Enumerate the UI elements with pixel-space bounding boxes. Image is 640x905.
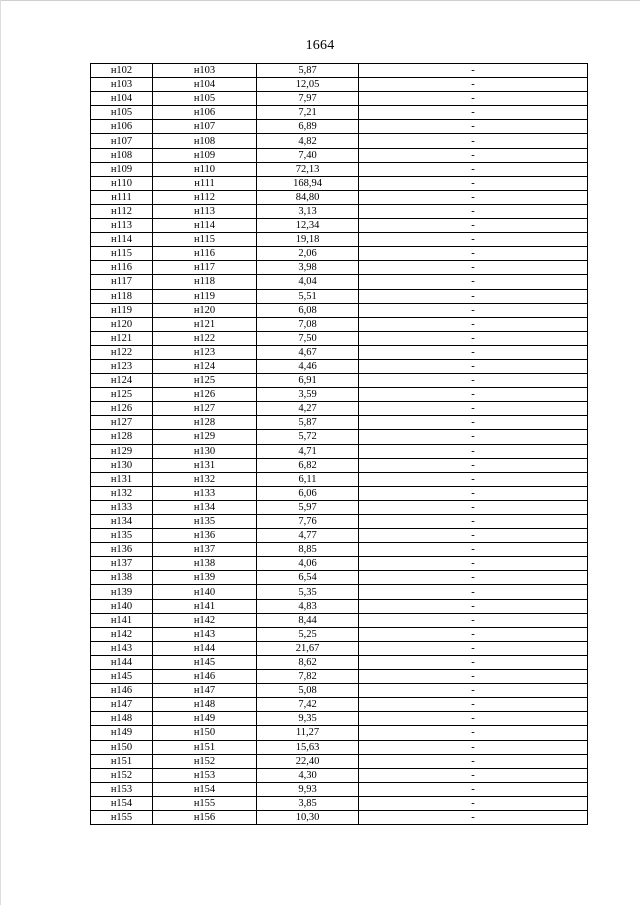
distance-cell: 6,54 [257,571,359,585]
distance-cell: 15,63 [257,740,359,754]
table-row [91,359,588,373]
table-row [91,754,588,768]
table-row [91,430,588,444]
note-cell: - [359,345,588,359]
note-cell: - [359,92,588,106]
distance-cell: 22,40 [257,754,359,768]
table-row [91,64,588,78]
table-row [91,162,588,176]
from-point-cell: н145 [91,670,153,684]
note-cell: - [359,388,588,402]
note-cell: - [359,430,588,444]
table-row [91,261,588,275]
to-point-cell: н126 [153,388,257,402]
table-row [91,500,588,514]
from-point-cell: н154 [91,796,153,810]
distance-cell: 7,82 [257,670,359,684]
from-point-cell: н128 [91,430,153,444]
table-row [91,317,588,331]
from-point-cell: н136 [91,543,153,557]
table-row [91,740,588,754]
to-point-cell: н144 [153,641,257,655]
distance-cell: 9,93 [257,782,359,796]
to-point-cell: н113 [153,204,257,218]
to-point-cell: н114 [153,219,257,233]
distance-cell: 4,71 [257,444,359,458]
distance-cell: 5,25 [257,627,359,641]
table-row [91,726,588,740]
note-cell: - [359,289,588,303]
distance-cell: 7,50 [257,331,359,345]
to-point-cell: н127 [153,402,257,416]
to-point-cell: н154 [153,782,257,796]
from-point-cell: н153 [91,782,153,796]
from-point-cell: н105 [91,106,153,120]
to-point-cell: н155 [153,796,257,810]
from-point-cell: н118 [91,289,153,303]
distance-cell: 72,13 [257,162,359,176]
table-row [91,106,588,120]
table-row [91,486,588,500]
table-row [91,247,588,261]
to-point-cell: н119 [153,289,257,303]
note-cell: - [359,726,588,740]
distance-cell: 6,82 [257,458,359,472]
from-point-cell: н108 [91,148,153,162]
to-point-cell: н138 [153,557,257,571]
to-point-cell: н109 [153,148,257,162]
distance-cell: 3,13 [257,204,359,218]
table-row [91,148,588,162]
table-row [91,374,588,388]
distance-cell: 5,51 [257,289,359,303]
distance-cell: 8,44 [257,613,359,627]
note-cell: - [359,557,588,571]
table-row [91,810,588,824]
from-point-cell: н126 [91,402,153,416]
to-point-cell: н150 [153,726,257,740]
distance-cell: 12,05 [257,78,359,92]
distance-cell: 6,06 [257,486,359,500]
table-row [91,78,588,92]
to-point-cell: н118 [153,275,257,289]
from-point-cell: н139 [91,585,153,599]
distance-cell: 3,98 [257,261,359,275]
from-point-cell: н150 [91,740,153,754]
note-cell: - [359,120,588,134]
table-row [91,627,588,641]
from-point-cell: н149 [91,726,153,740]
note-cell: - [359,655,588,669]
from-point-cell: н135 [91,529,153,543]
to-point-cell: н124 [153,359,257,373]
distance-cell: 5,87 [257,64,359,78]
from-point-cell: н110 [91,176,153,190]
from-point-cell: н113 [91,219,153,233]
to-point-cell: н133 [153,486,257,500]
from-point-cell: н146 [91,684,153,698]
to-point-cell: н149 [153,712,257,726]
from-point-cell: н144 [91,655,153,669]
table-row [91,289,588,303]
table-row [91,613,588,627]
table-row [91,472,588,486]
table-row [91,303,588,317]
page-edge-left [0,0,1,905]
distance-cell: 4,27 [257,402,359,416]
from-point-cell: н141 [91,613,153,627]
table-row [91,120,588,134]
note-cell: - [359,627,588,641]
note-cell: - [359,740,588,754]
note-cell: - [359,543,588,557]
to-point-cell: н151 [153,740,257,754]
note-cell: - [359,444,588,458]
table-row [91,345,588,359]
to-point-cell: н146 [153,670,257,684]
distance-cell: 6,89 [257,120,359,134]
distance-cell: 12,34 [257,219,359,233]
from-point-cell: н103 [91,78,153,92]
note-cell: - [359,219,588,233]
table-row [91,655,588,669]
note-cell: - [359,712,588,726]
table-row [91,782,588,796]
from-point-cell: н130 [91,458,153,472]
to-point-cell: н104 [153,78,257,92]
from-point-cell: н106 [91,120,153,134]
distance-cell: 168,94 [257,176,359,190]
table-row [91,543,588,557]
table-row [91,670,588,684]
to-point-cell: н140 [153,585,257,599]
to-point-cell: н136 [153,529,257,543]
from-point-cell: н155 [91,810,153,824]
distance-cell: 11,27 [257,726,359,740]
table-row [91,557,588,571]
distance-cell: 7,42 [257,698,359,712]
from-point-cell: н151 [91,754,153,768]
note-cell: - [359,810,588,824]
from-point-cell: н123 [91,359,153,373]
note-cell: - [359,670,588,684]
to-point-cell: н105 [153,92,257,106]
table-row [91,684,588,698]
table-row [91,219,588,233]
to-point-cell: н152 [153,754,257,768]
from-point-cell: н116 [91,261,153,275]
to-point-cell: н123 [153,345,257,359]
to-point-cell: н142 [153,613,257,627]
table-body [91,64,588,825]
distance-cell: 19,18 [257,233,359,247]
distance-cell: 7,21 [257,106,359,120]
note-cell: - [359,261,588,275]
to-point-cell: н141 [153,599,257,613]
to-point-cell: н156 [153,810,257,824]
page-edge-top [0,0,640,1]
table-row [91,585,588,599]
note-cell: - [359,529,588,543]
note-cell: - [359,148,588,162]
from-point-cell: н138 [91,571,153,585]
to-point-cell: н111 [153,176,257,190]
to-point-cell: н106 [153,106,257,120]
note-cell: - [359,162,588,176]
from-point-cell: н119 [91,303,153,317]
to-point-cell: н145 [153,655,257,669]
to-point-cell: н129 [153,430,257,444]
table-row [91,275,588,289]
from-point-cell: н137 [91,557,153,571]
distance-cell: 8,62 [257,655,359,669]
distance-cell: 9,35 [257,712,359,726]
distance-cell: 5,72 [257,430,359,444]
table-row [91,641,588,655]
distance-cell: 2,06 [257,247,359,261]
from-point-cell: н131 [91,472,153,486]
note-cell: - [359,331,588,345]
from-point-cell: н120 [91,317,153,331]
from-point-cell: н107 [91,134,153,148]
note-cell: - [359,768,588,782]
distance-cell: 5,35 [257,585,359,599]
note-cell: - [359,64,588,78]
table-row [91,388,588,402]
to-point-cell: н116 [153,247,257,261]
distance-cell: 3,85 [257,796,359,810]
from-point-cell: н132 [91,486,153,500]
distance-cell: 4,67 [257,345,359,359]
distance-cell: 4,82 [257,134,359,148]
from-point-cell: н129 [91,444,153,458]
to-point-cell: н139 [153,571,257,585]
table-row [91,402,588,416]
note-cell: - [359,317,588,331]
table-row [91,92,588,106]
to-point-cell: н134 [153,500,257,514]
note-cell: - [359,275,588,289]
distance-cell: 4,77 [257,529,359,543]
table-row [91,416,588,430]
to-point-cell: н130 [153,444,257,458]
distance-cell: 7,97 [257,92,359,106]
to-point-cell: н120 [153,303,257,317]
table-row [91,768,588,782]
table-row [91,176,588,190]
note-cell: - [359,782,588,796]
from-point-cell: н143 [91,641,153,655]
to-point-cell: н148 [153,698,257,712]
table-row [91,599,588,613]
note-cell: - [359,613,588,627]
from-point-cell: н140 [91,599,153,613]
to-point-cell: н110 [153,162,257,176]
note-cell: - [359,190,588,204]
distance-cell: 4,83 [257,599,359,613]
note-cell: - [359,176,588,190]
to-point-cell: н135 [153,515,257,529]
note-cell: - [359,684,588,698]
to-point-cell: н143 [153,627,257,641]
note-cell: - [359,374,588,388]
note-cell: - [359,106,588,120]
note-cell: - [359,571,588,585]
note-cell: - [359,754,588,768]
distance-cell: 5,97 [257,500,359,514]
distance-cell: 5,87 [257,416,359,430]
table-row [91,712,588,726]
from-point-cell: н111 [91,190,153,204]
from-point-cell: н102 [91,64,153,78]
note-cell: - [359,500,588,514]
table-row [91,515,588,529]
table-row [91,796,588,810]
distance-cell: 5,08 [257,684,359,698]
from-point-cell: н133 [91,500,153,514]
distance-cell: 8,85 [257,543,359,557]
distance-cell: 4,06 [257,557,359,571]
to-point-cell: н131 [153,458,257,472]
to-point-cell: н115 [153,233,257,247]
note-cell: - [359,416,588,430]
to-point-cell: н153 [153,768,257,782]
from-point-cell: н121 [91,331,153,345]
from-point-cell: н142 [91,627,153,641]
distance-cell: 6,11 [257,472,359,486]
note-cell: - [359,458,588,472]
distance-cell: 4,04 [257,275,359,289]
from-point-cell: н104 [91,92,153,106]
from-point-cell: н117 [91,275,153,289]
note-cell: - [359,698,588,712]
note-cell: - [359,402,588,416]
note-cell: - [359,796,588,810]
from-point-cell: н148 [91,712,153,726]
to-point-cell: н137 [153,543,257,557]
distance-cell: 3,59 [257,388,359,402]
to-point-cell: н103 [153,64,257,78]
from-point-cell: н122 [91,345,153,359]
to-point-cell: н128 [153,416,257,430]
note-cell: - [359,515,588,529]
distance-cell: 6,08 [257,303,359,317]
note-cell: - [359,78,588,92]
distance-cell: 10,30 [257,810,359,824]
table-row [91,134,588,148]
note-cell: - [359,204,588,218]
note-cell: - [359,585,588,599]
from-point-cell: н109 [91,162,153,176]
note-cell: - [359,303,588,317]
from-point-cell: н124 [91,374,153,388]
to-point-cell: н147 [153,684,257,698]
from-point-cell: н115 [91,247,153,261]
table-row [91,458,588,472]
table-row [91,571,588,585]
to-point-cell: н132 [153,472,257,486]
distance-cell: 4,30 [257,768,359,782]
distance-cell: 7,76 [257,515,359,529]
distance-cell: 4,46 [257,359,359,373]
distance-cell: 84,80 [257,190,359,204]
to-point-cell: н122 [153,331,257,345]
from-point-cell: н152 [91,768,153,782]
table-row [91,190,588,204]
from-point-cell: н147 [91,698,153,712]
note-cell: - [359,247,588,261]
distance-cell: 7,40 [257,148,359,162]
note-cell: - [359,134,588,148]
distance-cell: 21,67 [257,641,359,655]
table-row [91,698,588,712]
table-row [91,331,588,345]
to-point-cell: н107 [153,120,257,134]
to-point-cell: н117 [153,261,257,275]
note-cell: - [359,359,588,373]
boundary-points-table [90,63,588,825]
note-cell: - [359,641,588,655]
to-point-cell: н112 [153,190,257,204]
from-point-cell: н112 [91,204,153,218]
table-row [91,204,588,218]
table-row [91,233,588,247]
to-point-cell: н121 [153,317,257,331]
note-cell: - [359,599,588,613]
to-point-cell: н108 [153,134,257,148]
note-cell: - [359,472,588,486]
page-number: 1664 [305,38,335,53]
from-point-cell: н127 [91,416,153,430]
from-point-cell: н125 [91,388,153,402]
note-cell: - [359,233,588,247]
distance-cell: 7,08 [257,317,359,331]
note-cell: - [359,486,588,500]
from-point-cell: н134 [91,515,153,529]
to-point-cell: н125 [153,374,257,388]
from-point-cell: н114 [91,233,153,247]
distance-cell: 6,91 [257,374,359,388]
table-row [91,444,588,458]
table-row [91,529,588,543]
